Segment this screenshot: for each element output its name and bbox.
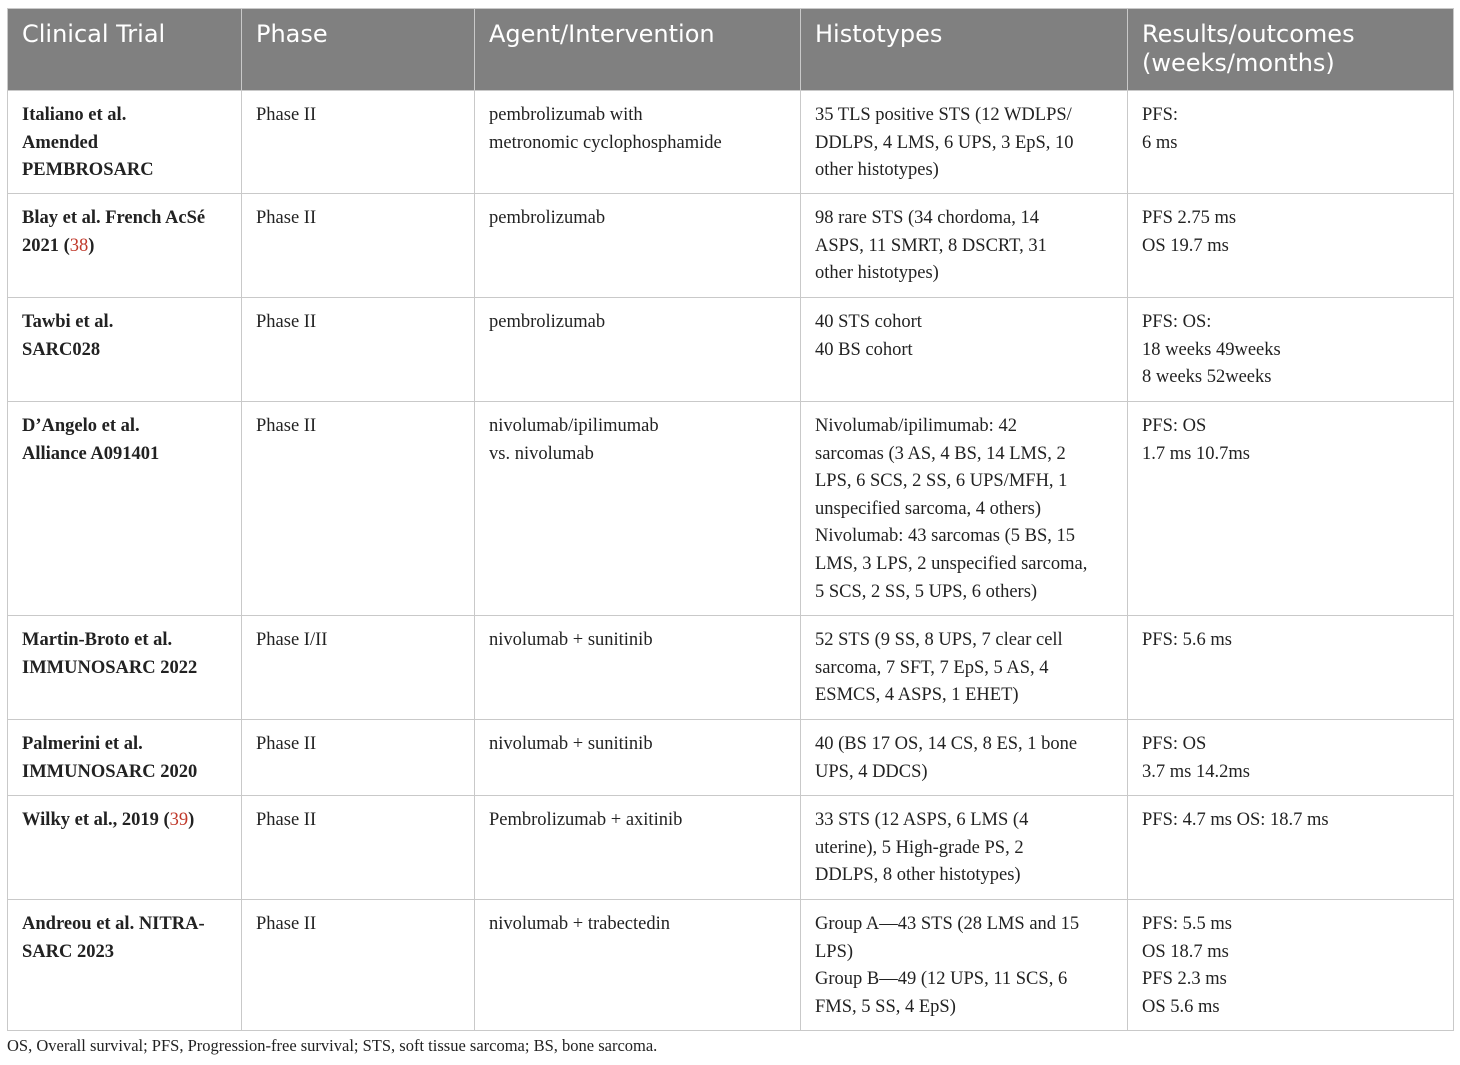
phase-cell: Phase II [242, 91, 475, 194]
table-row [8, 616, 1454, 720]
table-row [8, 194, 1454, 298]
clinical-trials-table [7, 8, 1454, 1031]
trials-table-container [7, 8, 1453, 1031]
histotypes-cell: 35 TLS positive STS (12 WDLPS/ DDLPS, 4 LMS, 6 UPS, 3 EpS, 10 other histotypes) [801, 91, 1128, 194]
table-row [8, 720, 1454, 796]
trial-cell: Andreou et al. NITRA- SARC 2023 [8, 900, 242, 1031]
phase-cell: Phase II [242, 796, 475, 900]
trial-cell: Blay et al. French AcSé 2021 (38) [8, 194, 242, 298]
reference-link[interactable]: 38 [69, 235, 89, 256]
histotypes-cell: 40 (BS 17 OS, 14 CS, 8 ES, 1 bone UPS, 4 DDCS) [801, 720, 1128, 796]
results-cell: PFS 2.75 ms OS 19.7 ms [1128, 194, 1454, 298]
results-cell: PFS: OS 1.7 ms 10.7ms [1128, 402, 1454, 616]
histotypes-cell: Nivolumab/ipilimumab: 42 sarcomas (3 AS, 4 BS, 14 LMS, 2 LPS, 6 SCS, 2 SS, 6 UPS/MFH, 1 unspecified sarcoma, 4 others) Nivolumab: 43 sarcomas (5 BS, 15 LMS, 3 LPS, 2 unspecified sarcoma, 5 SCS, 2 SS, 5 UPS, 6 others) [801, 402, 1128, 616]
results-cell: PFS: 5.6 ms [1128, 616, 1454, 720]
table-row [8, 402, 1454, 616]
agent-cell: Pembrolizumab + axitinib [475, 796, 801, 900]
results-cell: PFS: OS: 18 weeks 49weeks 8 weeks 52weeks [1128, 298, 1454, 402]
header-clinical-trial: Clinical Trial [8, 9, 242, 91]
agent-cell: pembrolizumab with metronomic cyclophosphamide [475, 91, 801, 194]
phase-cell: Phase II [242, 900, 475, 1031]
agent-cell: nivolumab + sunitinib [475, 720, 801, 796]
histotypes-cell: 52 STS (9 SS, 8 UPS, 7 clear cell sarcoma, 7 SFT, 7 EpS, 5 AS, 4 ESMCS, 4 ASPS, 1 EHET) [801, 616, 1128, 720]
header-phase: Phase [242, 9, 475, 91]
header-results-outcomes: Results/outcomes (weeks/months) [1128, 9, 1454, 91]
histotypes-cell: 98 rare STS (34 chordoma, 14 ASPS, 11 SMRT, 8 DSCRT, 31 other histotypes) [801, 194, 1128, 298]
results-cell: PFS: OS 3.7 ms 14.2ms [1128, 720, 1454, 796]
agent-cell: nivolumab/ipilimumab vs. nivolumab [475, 402, 801, 616]
trial-cell: Italiano et al. Amended PEMBROSARC [8, 91, 242, 194]
header-histotypes: Histotypes [801, 9, 1128, 91]
phase-cell: Phase I/II [242, 616, 475, 720]
phase-cell: Phase II [242, 720, 475, 796]
agent-cell: pembrolizumab [475, 194, 801, 298]
phase-cell: Phase II [242, 298, 475, 402]
table-footnote: OS, Overall survival; PFS, Progression-free survival; STS, soft tissue sarcoma; BS, bone sarcoma. [7, 1036, 658, 1055]
table-header-row [8, 9, 1454, 91]
phase-cell: Phase II [242, 402, 475, 616]
trial-cell: Wilky et al., 2019 (39) [8, 796, 242, 900]
trial-cell: Palmerini et al. IMMUNOSARC 2020 [8, 720, 242, 796]
agent-cell: nivolumab + sunitinib [475, 616, 801, 720]
results-cell: PFS: 4.7 ms OS: 18.7 ms [1128, 796, 1454, 900]
agent-cell: pembrolizumab [475, 298, 801, 402]
histotypes-cell: 40 STS cohort 40 BS cohort [801, 298, 1128, 402]
table-row [8, 298, 1454, 402]
results-cell: PFS: 5.5 ms OS 18.7 ms PFS 2.3 ms OS 5.6 ms [1128, 900, 1454, 1031]
agent-cell: nivolumab + trabectedin [475, 900, 801, 1031]
trial-cell: D’Angelo et al. Alliance A091401 [8, 402, 242, 616]
reference-link[interactable]: 39 [169, 810, 189, 830]
table-row [8, 91, 1454, 194]
table-row [8, 900, 1454, 1031]
trial-cell: Martin-Broto et al. IMMUNOSARC 2022 [8, 616, 242, 720]
trial-cell: Tawbi et al. SARC028 [8, 298, 242, 402]
phase-cell: Phase II [242, 194, 475, 298]
table-row [8, 796, 1454, 900]
histotypes-cell: 33 STS (12 ASPS, 6 LMS (4 uterine), 5 High-grade PS, 2 DDLPS, 8 other histotypes) [801, 796, 1128, 900]
results-cell: PFS: 6 ms [1128, 91, 1454, 194]
header-agent-intervention: Agent/Intervention [475, 9, 801, 91]
histotypes-cell: Group A—43 STS (28 LMS and 15 LPS) Group B—49 (12 UPS, 11 SCS, 6 FMS, 5 SS, 4 EpS) [801, 900, 1128, 1031]
